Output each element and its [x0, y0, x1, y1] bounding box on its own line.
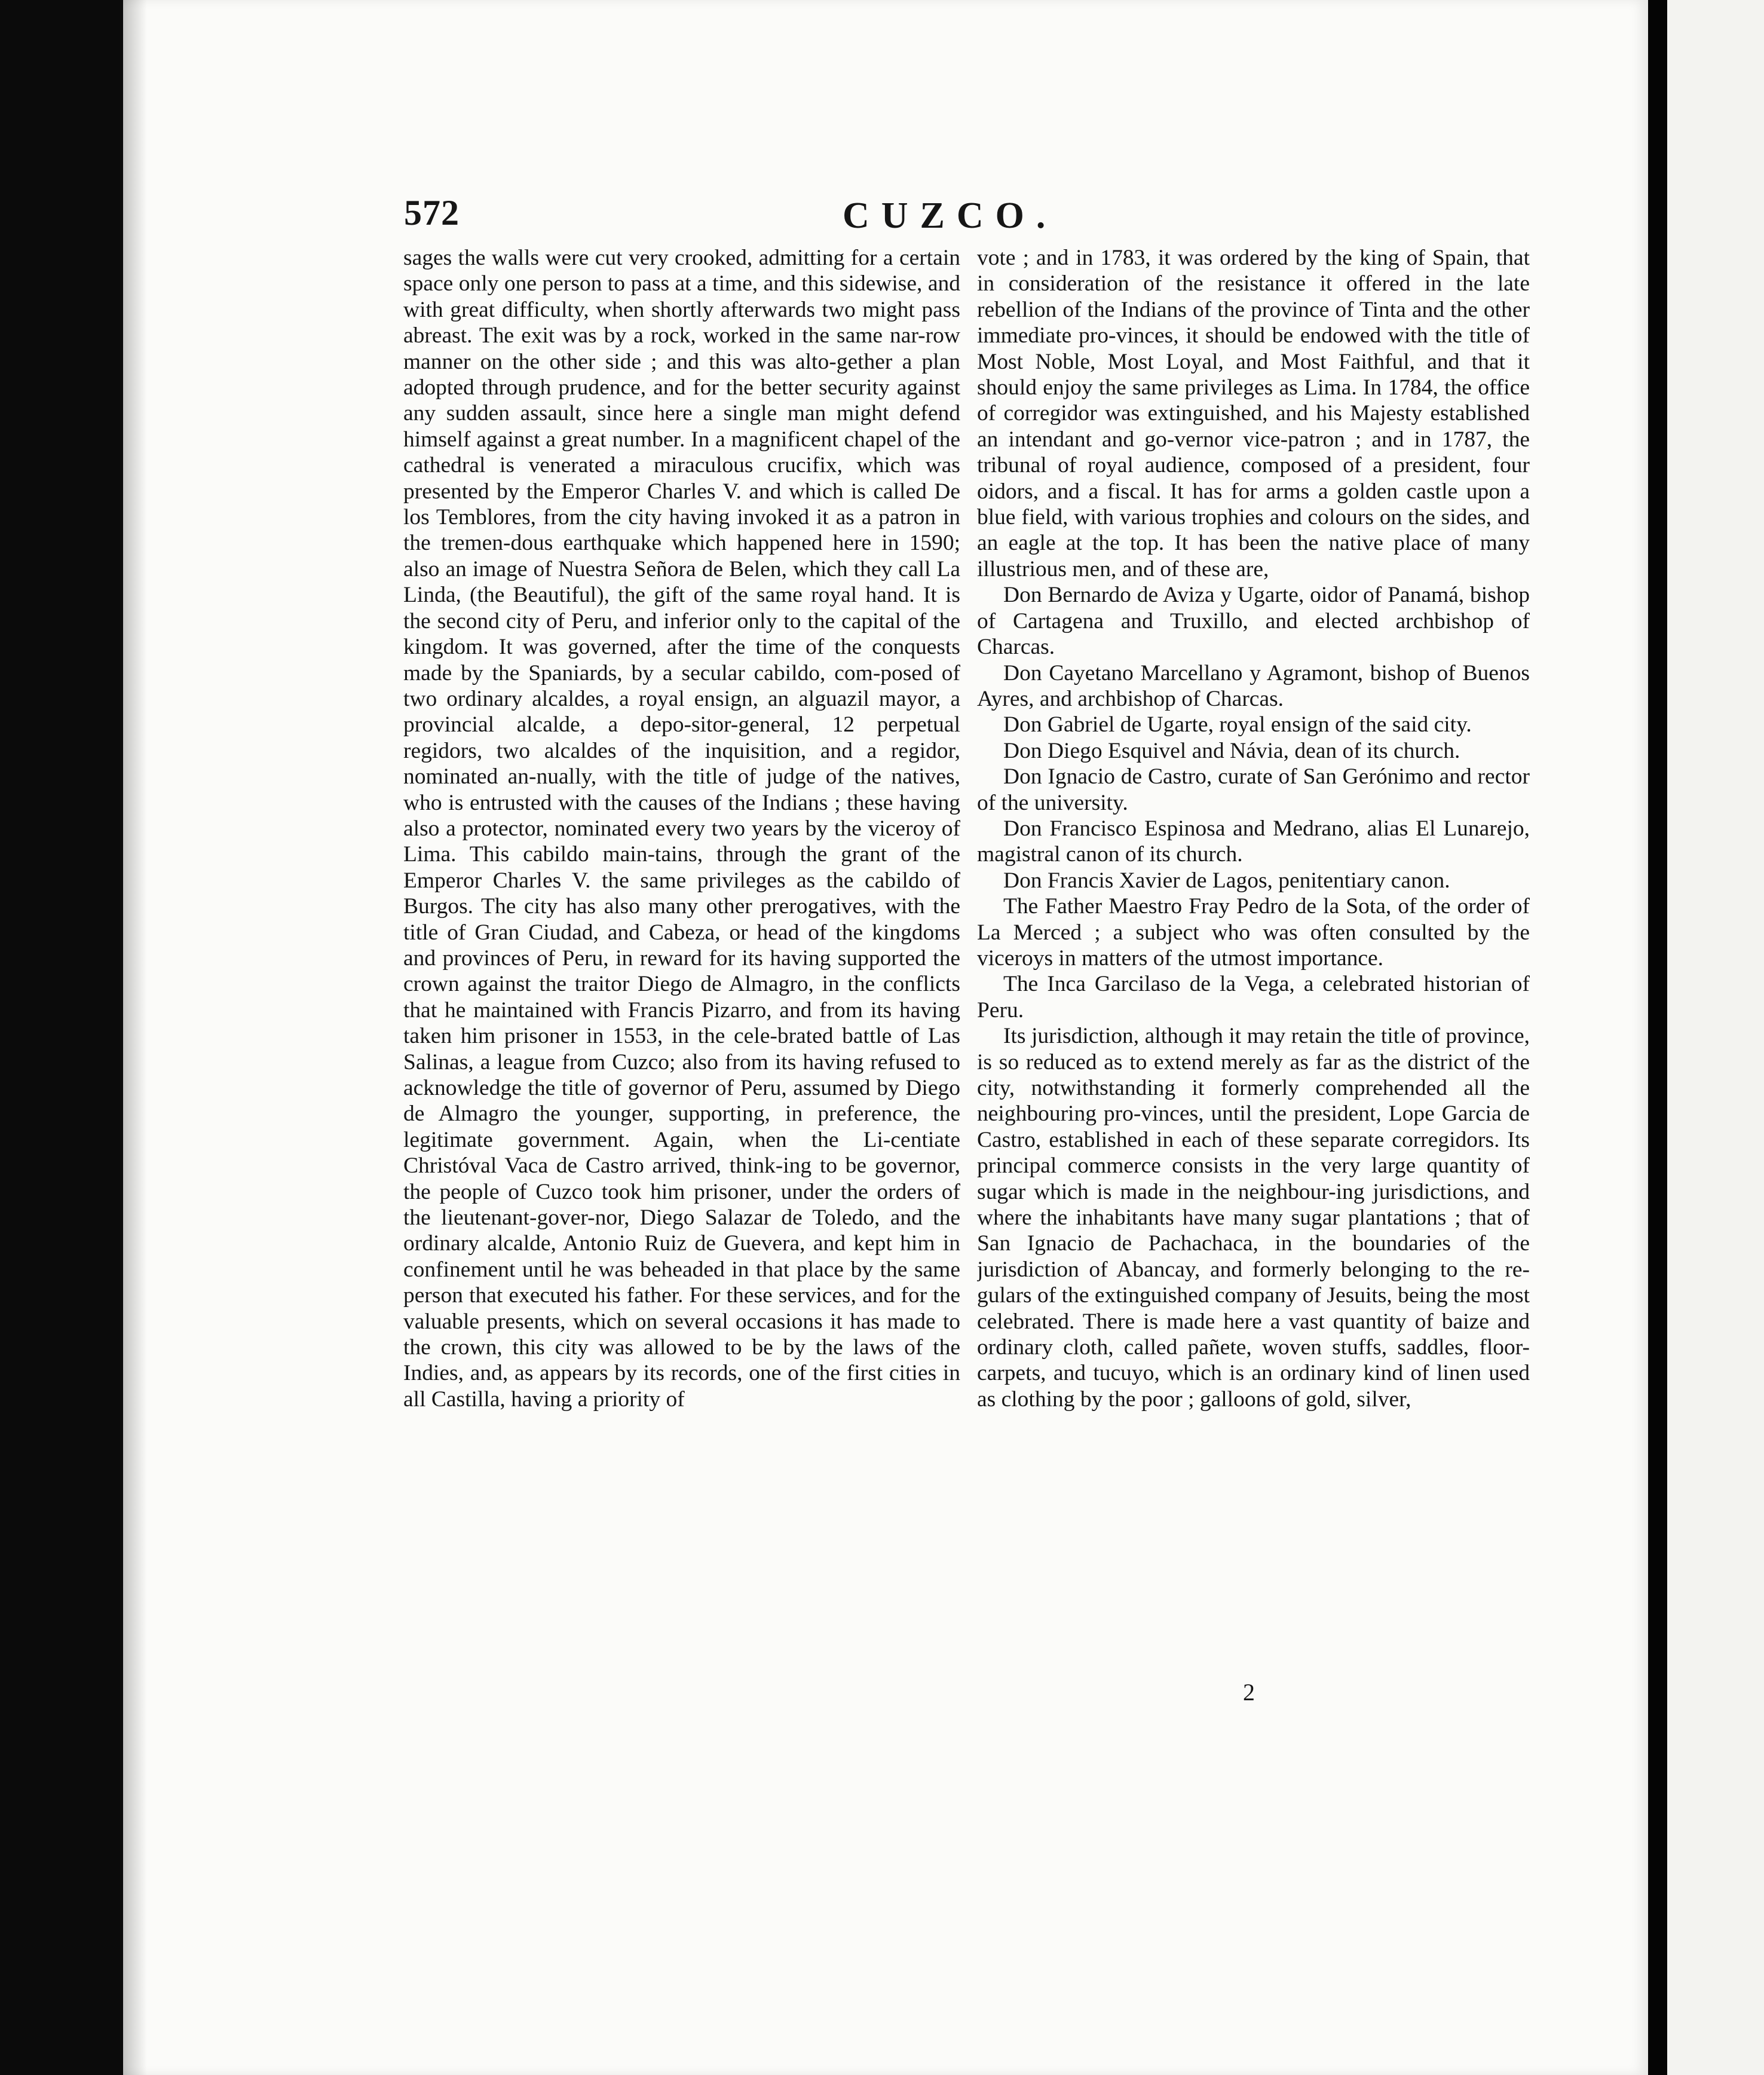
right-column [977, 245, 1530, 1679]
notable-ugarte: Don Gabriel de Ugarte, royal ensign of the said city. [1003, 712, 1472, 737]
left-column [403, 245, 960, 1679]
running-title: CUZCO. [843, 195, 1058, 236]
spine-shadow [123, 0, 147, 2075]
notable-marcellano: Don Cayetano Marcellano y Agramont, bishop of Buenos Ayres, and archbishop of Charcas. [977, 660, 1530, 711]
gutter-edge [1648, 0, 1667, 2075]
notable-sota: The Father Maestro Fray Pedro de la Sota, of the order of La Merced ; a subject who was often consulted by the viceroys in matters of the utmost importance. [977, 894, 1530, 971]
jurisdiction-paragraph: Its jurisdiction, although it may retain the title of province, is so reduced as to extend merely as far as the district of the city, notwithstanding it formerly comprehended all the neighbouring pro-vinces, until the president, Lope Garcia de Castro, established in each of these separate corregidors. Its principal commerce consists in the very large quantity of sugar which is made in the neighbour-ing jurisdictions, and where the inhabitants have many sugar plantations ; that of San Ignacio de Pachachaca, in the boundaries of the jurisdiction of Abancay, and formerly belonging to the re-gulars of the extinguished company of Jesuits, being the most celebrated. There is made here a vast quantity of baize and ordinary cloth, called pañete, woven stuffs, saddles, floor-carpets, and tucuyo, which is an ordinary kind of linen used as clothing by the poor ; galloons of gold, silver, [977, 1024, 1530, 1412]
notable-garcilaso: The Inca Garcilaso de la Vega, a celebrated historian of Peru. [977, 972, 1530, 1023]
notable-aviza: Don Bernardo de Aviza y Ugarte, oidor of Panamá, bishop of Cartagena and Truxillo, and elected archbishop of Charcas. [977, 583, 1530, 660]
facing-page-strip [1667, 0, 1764, 2075]
right-paragraph-1: vote ; and in 1783, it was ordered by the king of Spain, that in consideration of the resistance it offered in the late rebellion of the Indians of the province of Tinta and the other immediate pro-vinces, it should be endowed with the title of Most Noble, Most Loyal, and Most Faithful, and that it should enjoy the same privileges as Lima. In 1784, the office of corregidor was extinguished, and his Majesty established an intendant and go-vernor vice-patron ; and in 1787, the tribunal of royal audience, composed of a president, four oidors, and a fiscal. It has for arms a golden castle upon a blue field, with various trophies and colours on the sides, and an eagle at the top. It has been the native place of many illustrious men, and of these are, [977, 246, 1530, 582]
page-number: 572 [404, 193, 460, 232]
notable-esquivel: Don Diego Esquivel and Návia, dean of its church. [1003, 738, 1460, 763]
notable-lagos: Don Francis Xavier de Lagos, penitentiary canon. [1003, 868, 1450, 893]
left-paragraph-1: sages the walls were cut very crooked, admitting for a certain space only one person to pass at a time, and this sidewise, and with great difficulty, when shortly afterwards two might pass abreast. The exit was by a rock, worked in the same nar-row manner on the other side ; and this was alto-gether a plan adopted through prudence, and for the better security against any sudden assault, since here a single man might defend himself against a great number. In a magnificent chapel of the cathedral is venerated a miraculous crucifix, which was presented by the Emperor Charles V. and which is called De los Temblores, from the city having invoked it as a patron in the tremen-dous earthquake which happened here in 1590; also an image of Nuestra Señora de Belen, which they call La Linda, (the Beautiful), the gift of the same royal hand. It is the second city of Peru, and inferior only to the capital of the kingdom. It was governed, after the time of the conquests made by the Spaniards, by a secular cabildo, com-posed of two ordinary alcaldes, a royal ensign, an alguazil mayor, a provincial alcalde, a depo-sitor-general, 12 perpetual regidors, two alcaldes of the inquisition, and a regidor, nominated an-nually, with the title of judge of the natives, who is entrusted with the causes of the Indians ; these having also a protector, nominated every two years by the viceroy of Lima. This cabildo main-tains, through the grant of the Emperor Charles V. the same privileges as the cabildo of Burgos. The city has also many other prerogatives, with the title of Gran Ciudad, and Cabeza, or head of the kingdoms and provinces of Peru, in reward for its having supported the crown against the traitor Diego de Almagro, in the conflicts that he maintained with Francis Pizarro, and from its having taken him prisoner in 1553, in the cele-brated battle of Las Salinas, a league from Cuzco; also from its having refused to acknowledge the title of governor of Peru, assumed by Diego de Almagro the younger, supporting, in preference, the legitimate government. Again, when the Li-centiate Christóval Vaca de Castro arrived, think-ing to be governor, the people of Cuzco took him prisoner, under the orders of the lieutenant-gover-nor, Diego Salazar de Toledo, and the ordinary alcalde, Antonio Ruiz de Guevera, and kept him in confinement until he was beheaded in that place by the same person that executed his father. For these services, and for the valuable presents, which on several occasions it has made to the crown, this city was allowed to be by the laws of the Indies, and, as appears by its records, one of the first cities in all Castilla, having a priority of [403, 246, 960, 1412]
notable-espinosa: Don Francisco Espinosa and Medrano, alias El Lunarejo, magistral canon of its church. [977, 816, 1530, 867]
catchword: 2 [1243, 1679, 1255, 1706]
notable-castro: Don Ignacio de Castro, curate of San Gerónimo and rector of the university. [977, 764, 1530, 815]
